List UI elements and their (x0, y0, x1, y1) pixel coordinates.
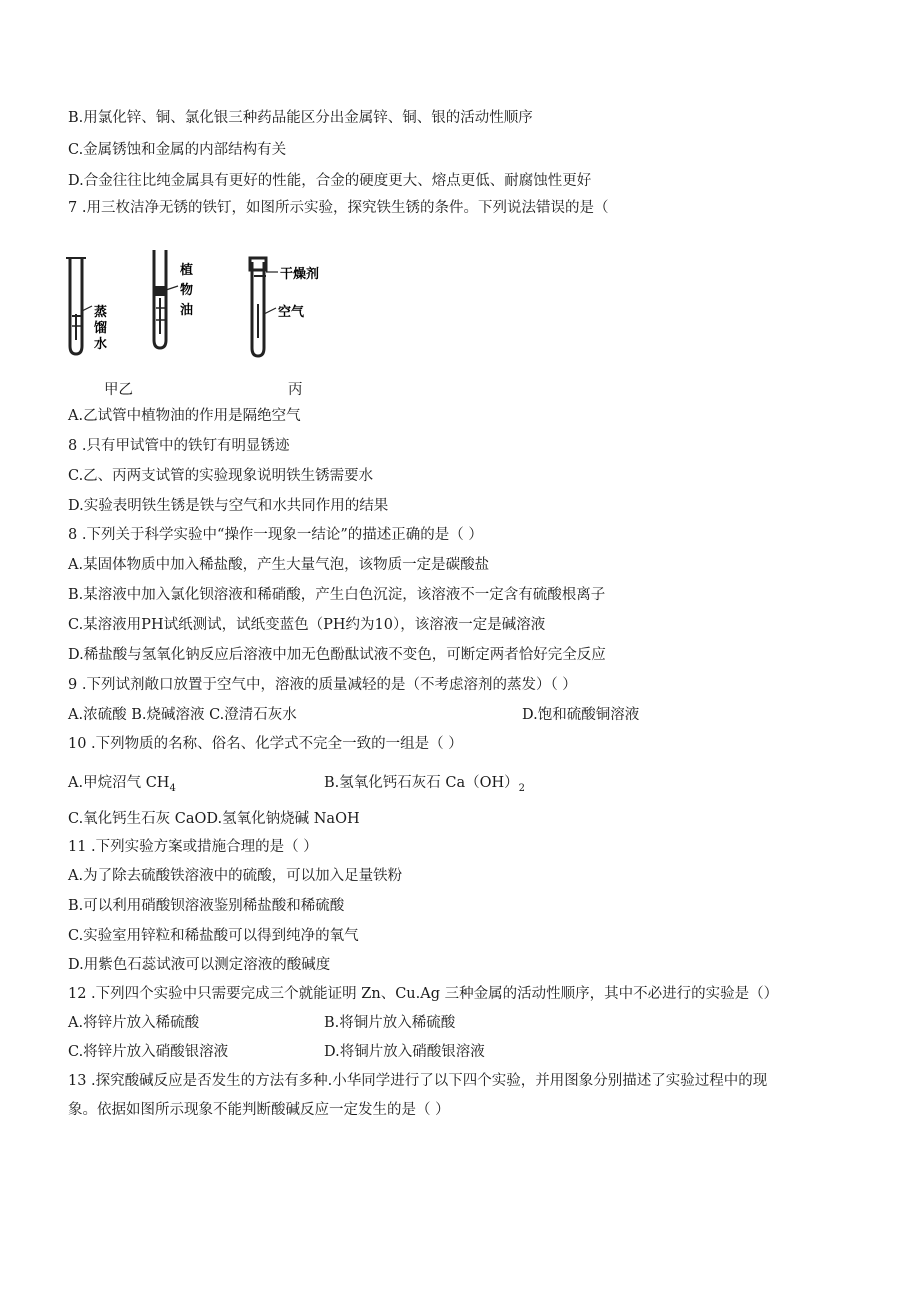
q7-option-c: C.乙、丙两支试管的实验现象说明铁生锈需要水 (68, 468, 374, 484)
q11-option-a: A.为了除去硫酸铁溶液中的硫酸，可以加入足量铁粉 (68, 868, 403, 884)
tube-jia-label-3: 水 (94, 337, 108, 352)
q9-option-d: D.饱和硫酸铜溶液 (522, 707, 640, 723)
tube-jia-label-2: 馏 (94, 321, 108, 336)
q11-option-c: C.实验室用锌粒和稀盐酸可以得到纯净的氧气 (68, 928, 359, 944)
q7-stem: 7 .用三枚洁净无锈的铁钉，如图所示实验，探究铁生锈的条件。下列说法错误的是（ (68, 200, 609, 216)
q8-option-c: C.某溶液用PH试纸测试，试纸变蓝色（PH约为10），该溶液一定是碱溶液 (68, 617, 546, 633)
q10-options-cd: C.氧化钙生石灰 CaOD.氢氧化钠烧碱 NaOH (68, 811, 360, 827)
q12-option-d: D.将铜片放入硝酸银溶液 (324, 1044, 485, 1060)
q7-option-b: 8 .只有甲试管中的铁钉有明显锈迹 (68, 438, 290, 454)
q12-option-c: C.将锌片放入硝酸银溶液 (68, 1044, 229, 1060)
tube-yi-label-3: 油 (180, 303, 194, 318)
q6-option-b: B.用氯化锌、铜、氯化银三种药品能区分出金属锌、铜、银的活动性顺序 (68, 110, 533, 126)
q9-stem: 9 .下列试剂敞口放置于空气中，溶液的质量减轻的是（不考虑溶剂的蒸发）（ ） (68, 677, 577, 693)
q6-option-d: D.合金往往比纯金属具有更好的性能，合金的硬度更大、熔点更低、耐腐蚀性更好 (68, 173, 592, 189)
figure-label-jiayi: 甲乙 (104, 382, 133, 398)
q13-stem-line-2: 象。依据如图所示现象不能判断酸碱反应一定发生的是（ ） (68, 1102, 450, 1118)
q11-option-d: D.用紫色石蕊试液可以测定溶液的酸碱度 (68, 957, 331, 973)
q8-option-b: B.某溶液中加入氯化钡溶液和稀硝酸，产生白色沉淀，该溶液不一定含有硫酸根离子 (68, 587, 606, 603)
iron-rust-experiment-figure (60, 248, 360, 368)
q11-stem: 11 .下列实验方案或措施合理的是（ ） (68, 839, 318, 855)
tube-jia-label-1: 蒸 (94, 305, 108, 320)
q10-option-a-subscript: 4 (169, 782, 176, 794)
q12-option-a: A.将锌片放入稀硫酸 (68, 1015, 200, 1031)
figure-label-bing: 丙 (288, 382, 303, 398)
tube-yi-label-1: 植 (180, 263, 194, 278)
q13-stem-line-1: 13 .探究酸碱反应是否发生的方法有多种.小华同学进行了以下四个实验，并用图象分别描述了实验过程中的现 (68, 1073, 768, 1089)
tube-bing (250, 258, 319, 356)
q8-option-d: D.稀盐酸与氢氧化钠反应后溶液中加无色酚酞试液不变色，可断定两者恰好完全反应 (68, 647, 606, 663)
q9-options-abc: A.浓硫酸 B.烧碱溶液 C.澄清石灰水 (68, 707, 297, 723)
q12-stem: 12 .下列四个实验中只需要完成三个就能证明 Zn、Cu.Ag 三种金属的活动性顺序，其中不必进行的实验是（） (68, 986, 779, 1002)
q10-option-a (68, 773, 176, 799)
q12-option-b: B.将铜片放入稀硫酸 (324, 1015, 456, 1031)
q11-option-b: B.可以利用硝酸钡溶液鉴别稀盐酸和稀硫酸 (68, 898, 345, 914)
q10-option-b-text: B.氢氧化钙石灰石 Ca（OH） (324, 775, 519, 791)
tube-bing-label-1: 干燥剂 (280, 267, 320, 282)
q10-option-a-text: A.甲烷沼气 CH (68, 775, 170, 791)
tube-yi (154, 250, 193, 348)
q10-stem: 10 .下列物质的名称、俗名、化学式不完全一致的一组是（ ） (68, 736, 463, 752)
q8-option-a: A.某固体物质中加入稀盐酸，产生大量气泡，该物质一定是碳酸盐 (68, 557, 490, 573)
tube-yi-label-2: 物 (180, 283, 194, 298)
q6-option-c: C.金属锈蚀和金属的内部结构有关 (68, 142, 287, 158)
q10-option-b-subscript: 2 (518, 782, 526, 794)
q7-option-a: A.乙试管中植物油的作用是隔绝空气 (68, 408, 301, 424)
tube-jia (66, 258, 107, 354)
q10-option-b (324, 773, 525, 799)
q7-option-d: D.实验表明铁生锈是铁与空气和水共同作用的结果 (68, 498, 389, 514)
q8-stem: 8 .下列关于科学实验中“操作一现象一结论”的描述正确的是（ ） (68, 527, 483, 543)
tube-bing-label-2: 空气 (278, 305, 305, 320)
